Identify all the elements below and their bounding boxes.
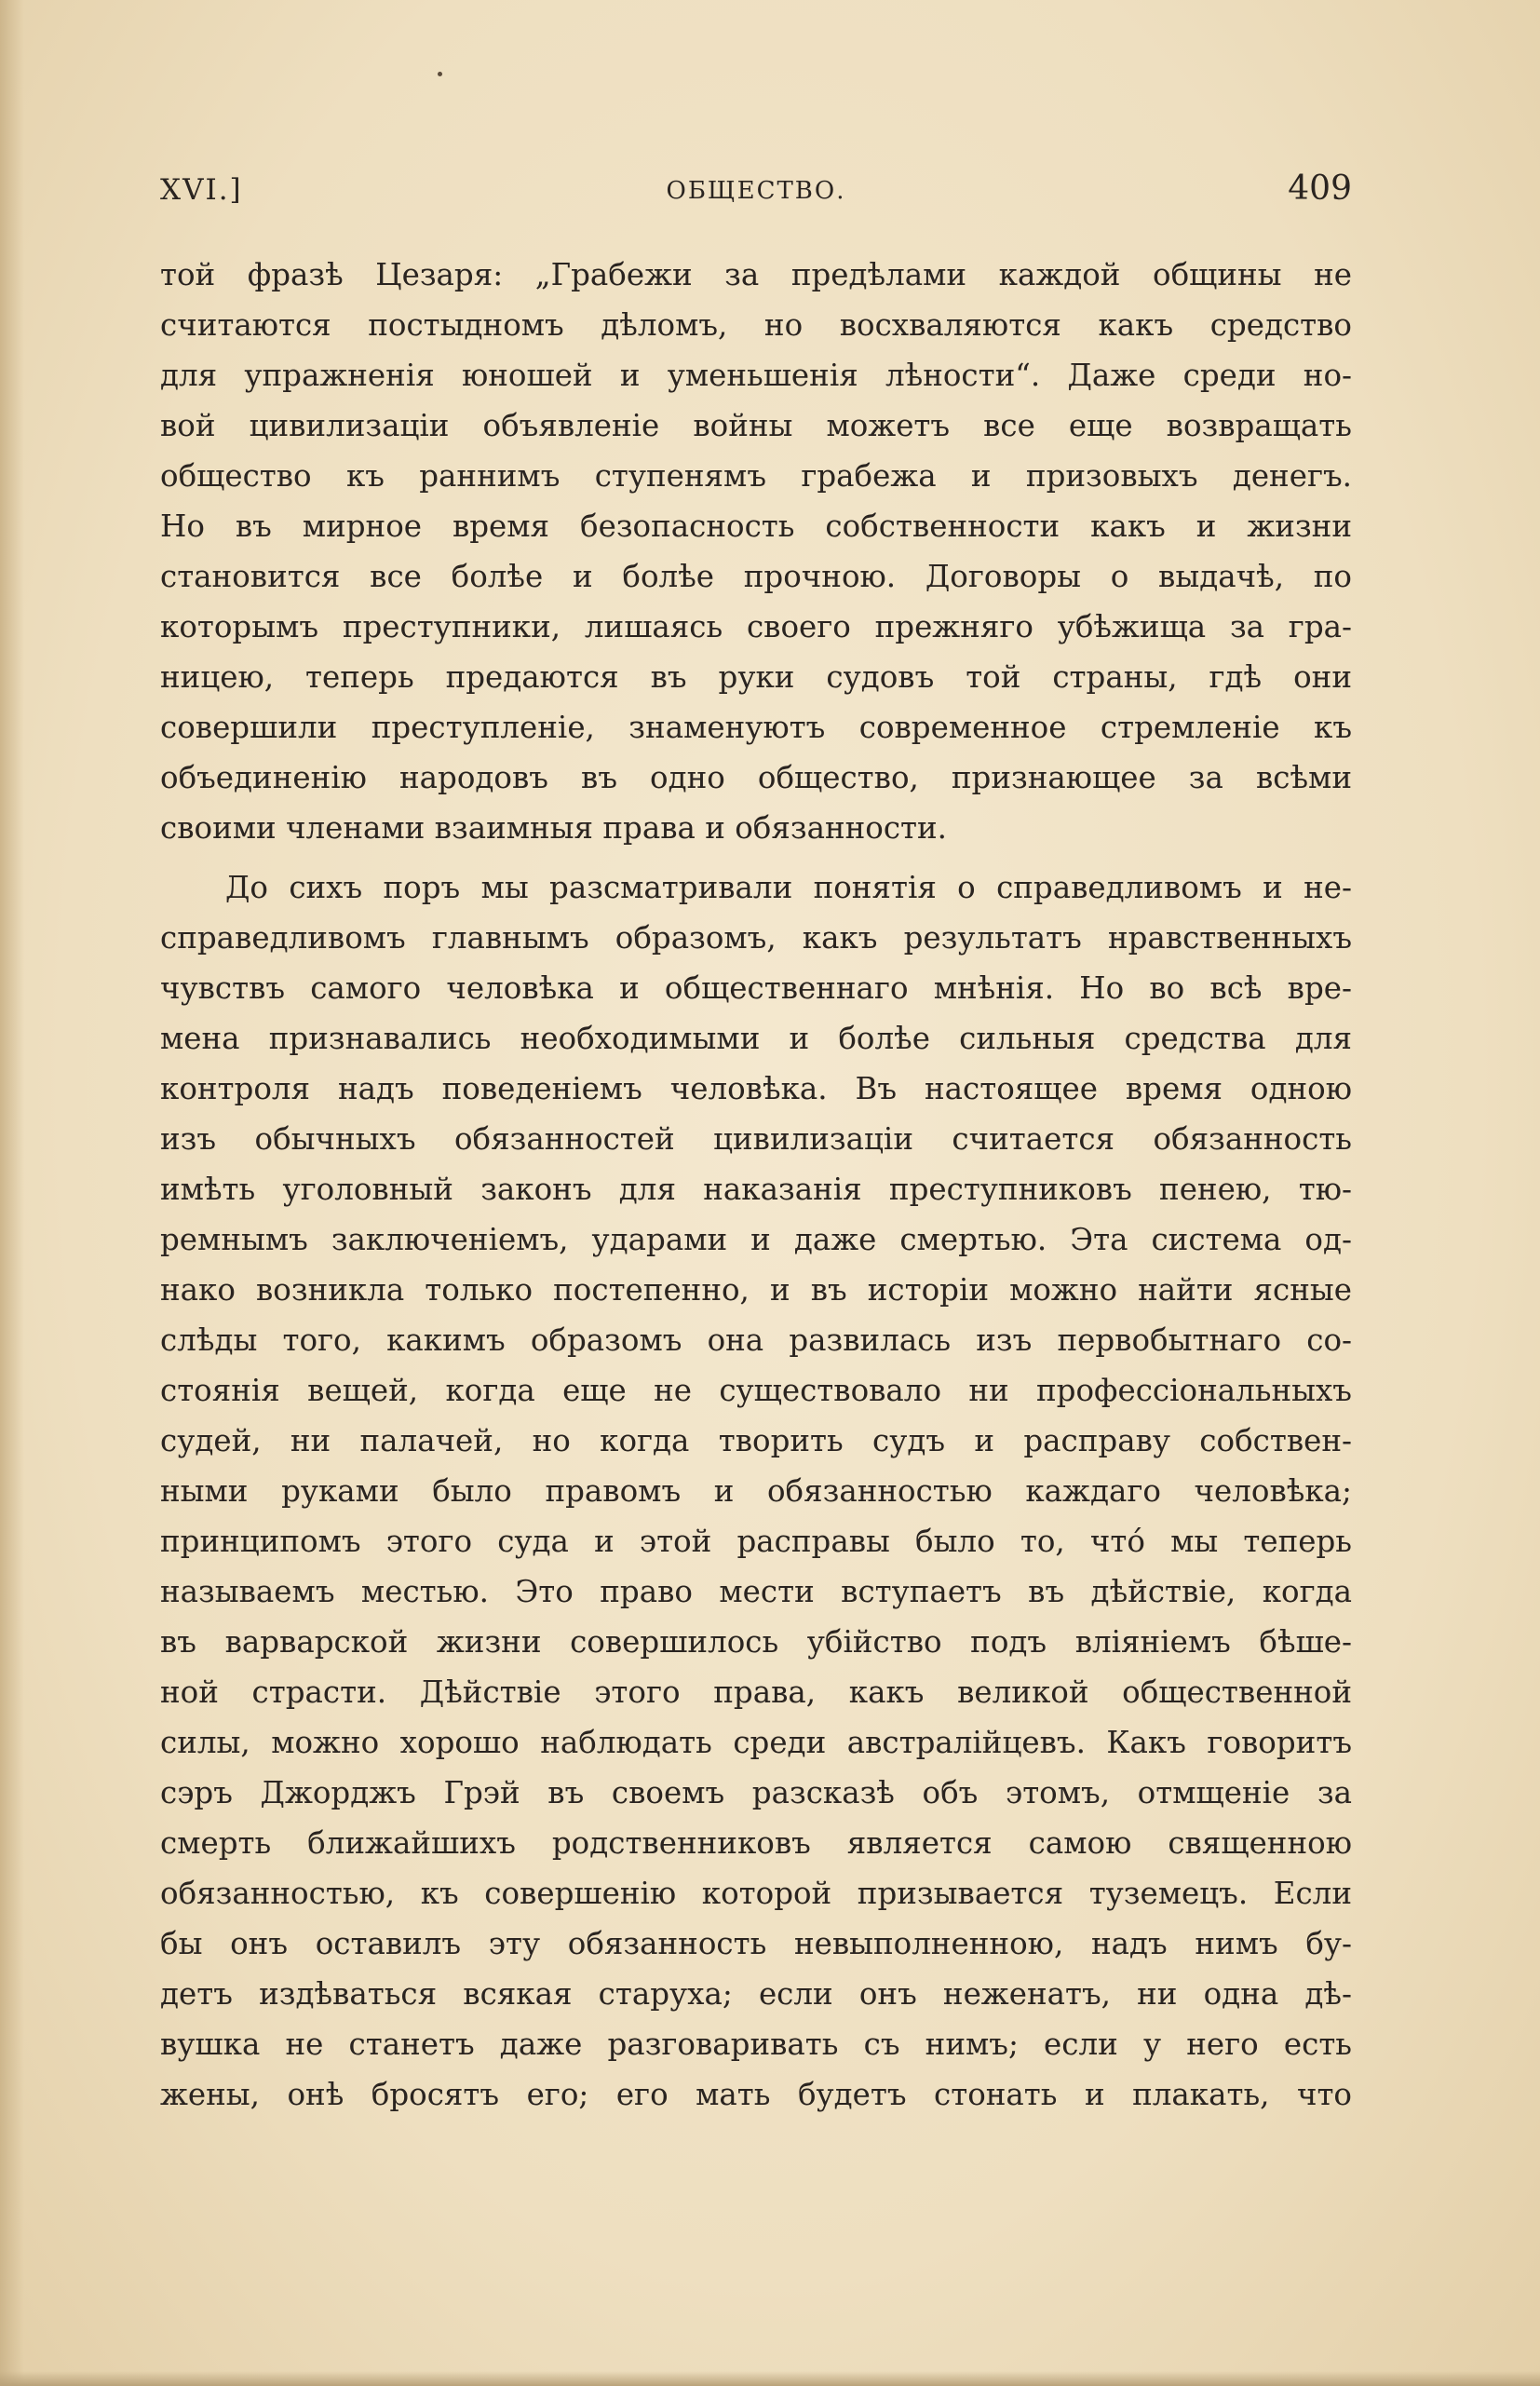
text-line: детъ издѣваться всякая старуха; если онъ неженатъ, ни одна дѣ- bbox=[160, 1976, 1352, 2012]
text-line: имѣть уголовный законъ для наказанія преступниковъ пенею, тю- bbox=[160, 1172, 1352, 1207]
text-line: которымъ преступники, лишаясь своего прежняго убѣжища за гра- bbox=[160, 609, 1352, 644]
text-line: той фразѣ Цезаря: „Грабежи за предѣлами каждой общины не bbox=[160, 257, 1352, 292]
text-line: контроля надъ поведеніемъ человѣка. Въ настоящее время одною bbox=[160, 1071, 1352, 1106]
text-line: смерть ближайшихъ родственниковъ является самою священною bbox=[160, 1825, 1352, 1861]
paragraph-2 bbox=[160, 862, 1352, 2120]
section-number: XVI.] bbox=[160, 173, 243, 207]
page-bottom-edge bbox=[0, 2371, 1540, 2386]
text-line: нако возникла только постепенно, и въ исторіи можно найти ясные bbox=[160, 1272, 1352, 1308]
running-title: ОБЩЕСТВО. bbox=[666, 177, 846, 205]
text-line: изъ обычныхъ обязанностей цивилизаціи считается обязанность bbox=[160, 1121, 1352, 1157]
text-line: мена признавались необходимыми и болѣе сильныя средства для bbox=[160, 1021, 1352, 1056]
running-header bbox=[160, 169, 1352, 218]
text-line: своими членами взаимныя права и обязанности. bbox=[160, 810, 948, 846]
text-line: ными руками было правомъ и обязанностью каждаго человѣка; bbox=[160, 1473, 1352, 1509]
text-line: ной страсти. Дѣйствіе этого права, какъ великой общественной bbox=[160, 1674, 1352, 1710]
text-line: въ варварской жизни совершилось убійство подъ вліяніемъ бѣше- bbox=[160, 1624, 1352, 1660]
text-line: Но въ мирное время безопасность собственности какъ и жизни bbox=[160, 508, 1352, 544]
text-line: совершили преступленіе, знаменуютъ современное стремленіе къ bbox=[160, 710, 1352, 745]
text-line: судей, ни палачей, но когда творить судъ и расправу собствен- bbox=[160, 1423, 1352, 1458]
text-line: чувствъ самого человѣка и общественнаго мнѣнія. Но во всѣ вре- bbox=[160, 970, 1352, 1006]
text-line: ремнымъ заключеніемъ, ударами и даже смертью. Эта система од- bbox=[160, 1222, 1352, 1257]
text-line: сэръ Джорджъ Грэй въ своемъ разсказѣ объ этомъ, отмщеніе за bbox=[160, 1775, 1352, 1810]
text-line: считаются постыдномъ дѣломъ, но восхваляются какъ средство bbox=[160, 307, 1352, 343]
text-line: вой цивилизаціи объявленіе войны можетъ все еще возвращать bbox=[160, 408, 1352, 443]
text-line: жены, онѣ бросятъ его; его мать будетъ стонать и плакать, что bbox=[160, 2077, 1352, 2112]
text-line: ницею, теперь предаются въ руки судовъ той страны, гдѣ они bbox=[160, 659, 1352, 695]
page-number: 409 bbox=[1288, 169, 1352, 208]
paragraph-1 bbox=[160, 250, 1352, 853]
paper-speck bbox=[438, 72, 442, 76]
text-line: силы, можно хорошо наблюдать среди австралійцевъ. Какъ говоритъ bbox=[160, 1725, 1352, 1760]
text-line: обязанностью, къ совершенію которой призывается туземецъ. Если bbox=[160, 1876, 1352, 1911]
text-line: для упражненія юношей и уменьшенія лѣности“. Даже среди но- bbox=[160, 358, 1352, 393]
text-line: стоянія вещей, когда еще не существовало ни профессіональныхъ bbox=[160, 1373, 1352, 1408]
paragraph-gap bbox=[160, 853, 1352, 862]
text-line: объединенію народовъ въ одно общество, признающее за всѣми bbox=[160, 760, 1352, 795]
text-line: становится все болѣе и болѣе прочною. Договоры о выдачѣ, по bbox=[160, 559, 1352, 594]
text-line: вушка не станетъ даже разговаривать съ нимъ; если у него есть bbox=[160, 2027, 1352, 2062]
text-line: принципомъ этого суда и этой расправы было то, что́ мы теперь bbox=[160, 1524, 1352, 1559]
text-line: общество къ раннимъ ступенямъ грабежа и призовыхъ денегъ. bbox=[160, 458, 1352, 494]
page-body bbox=[160, 250, 1352, 2120]
page-gutter-shadow bbox=[0, 0, 24, 2386]
text-line: называемъ местью. Это право мести вступаетъ въ дѣйствіе, когда bbox=[160, 1574, 1352, 1609]
text-line: справедливомъ главнымъ образомъ, какъ результатъ нравственныхъ bbox=[160, 920, 1352, 956]
text-line: бы онъ оставилъ эту обязанность невыполненною, надъ нимъ бу- bbox=[160, 1926, 1352, 1961]
text-line: До сихъ поръ мы разсматривали понятія о справедливомъ и не- bbox=[225, 870, 1352, 905]
text-line: слѣды того, какимъ образомъ она развилась изъ первобытнаго со- bbox=[160, 1322, 1352, 1358]
